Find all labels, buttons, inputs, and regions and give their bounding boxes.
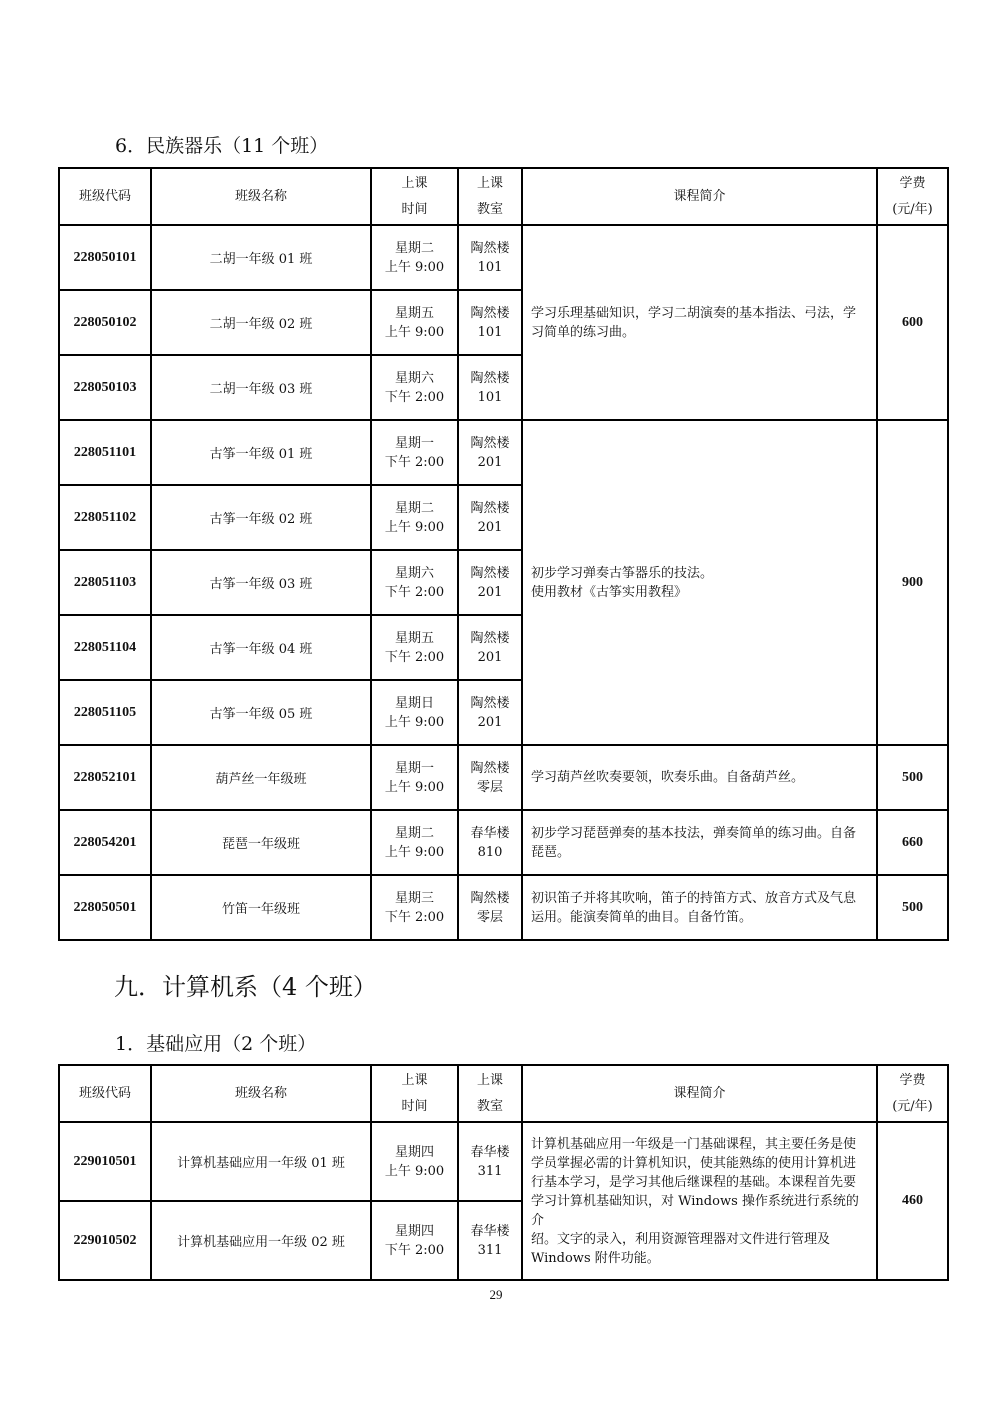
department-heading: 九．计算机系（4 个班） xyxy=(114,973,377,1001)
table-header-row xyxy=(59,1065,948,1122)
class-time: 星期二 上午 9:00 xyxy=(371,810,458,875)
tuition-fee: 600 xyxy=(877,225,948,420)
course-description: 初步学习琵琶弹奏的基本技法，弹奏简单的练习曲。自备 琵琶。 xyxy=(522,810,877,875)
class-code: 228051103 xyxy=(59,550,151,615)
class-room: 陶然楼 101 xyxy=(458,225,522,290)
class-name: 古筝一年级 05 班 xyxy=(151,680,371,745)
class-time: 星期三 下午 2:00 xyxy=(371,875,458,940)
header-code: 班级代码 xyxy=(59,168,151,225)
header-time: 上课 时间 xyxy=(371,168,458,225)
header-desc: 课程简介 xyxy=(522,1065,877,1122)
computer-basics-table xyxy=(58,1064,949,1281)
class-room: 陶然楼 201 xyxy=(458,420,522,485)
table-row xyxy=(59,1122,948,1201)
table-row xyxy=(59,875,948,940)
class-name: 二胡一年级 01 班 xyxy=(151,225,371,290)
header-desc: 课程简介 xyxy=(522,168,877,225)
class-code: 228051104 xyxy=(59,615,151,680)
class-name: 古筝一年级 01 班 xyxy=(151,420,371,485)
tuition-fee: 500 xyxy=(877,745,948,810)
class-name: 琵琶一年级班 xyxy=(151,810,371,875)
class-time: 星期五 下午 2:00 xyxy=(371,615,458,680)
class-name: 计算机基础应用一年级 02 班 xyxy=(151,1201,371,1280)
tuition-fee: 500 xyxy=(877,875,948,940)
course-description: 初步学习弹奏古筝器乐的技法。 使用教材《古筝实用教程》 xyxy=(522,420,877,745)
class-time: 星期五 上午 9:00 xyxy=(371,290,458,355)
class-code: 228050102 xyxy=(59,290,151,355)
class-room: 陶然楼 201 xyxy=(458,485,522,550)
class-time: 星期日 上午 9:00 xyxy=(371,680,458,745)
section-heading: 6．民族器乐（11 个班） xyxy=(115,135,329,157)
class-code: 228052101 xyxy=(59,745,151,810)
class-time: 星期六 下午 2:00 xyxy=(371,355,458,420)
class-room: 陶然楼 201 xyxy=(458,680,522,745)
class-name: 古筝一年级 04 班 xyxy=(151,615,371,680)
table-row xyxy=(59,225,948,290)
tuition-fee: 900 xyxy=(877,420,948,745)
class-name: 二胡一年级 02 班 xyxy=(151,290,371,355)
class-room: 陶然楼 零层 xyxy=(458,745,522,810)
class-time: 星期一 下午 2:00 xyxy=(371,420,458,485)
class-name: 竹笛一年级班 xyxy=(151,875,371,940)
class-time: 星期一 上午 9:00 xyxy=(371,745,458,810)
class-room: 陶然楼 零层 xyxy=(458,875,522,940)
class-room: 春华楼 810 xyxy=(458,810,522,875)
class-name: 葫芦丝一年级班 xyxy=(151,745,371,810)
class-code: 228051105 xyxy=(59,680,151,745)
table-row xyxy=(59,420,948,485)
class-code: 228050101 xyxy=(59,225,151,290)
folk-instruments-table xyxy=(58,167,949,941)
header-name: 班级名称 xyxy=(151,168,371,225)
class-code: 229010502 xyxy=(59,1201,151,1280)
class-room: 陶然楼 101 xyxy=(458,355,522,420)
tuition-fee: 660 xyxy=(877,810,948,875)
class-room: 陶然楼 201 xyxy=(458,550,522,615)
class-code: 228054201 xyxy=(59,810,151,875)
class-time: 星期二 上午 9:00 xyxy=(371,225,458,290)
course-description: 计算机基础应用一年级是一门基础课程，其主要任务是使 学员掌握必需的计算机知识，使其能熟练的使用计算机进 行基本学习，是学习其他后继课程的基础。本课程首先要 学习计算机基础知识，对 Windows 操作系统进行系统的介 绍。文字的录入，利用资源管理器对文件进行管理及 Windows 附件功能。 xyxy=(522,1122,877,1280)
class-time: 星期四 上午 9:00 xyxy=(371,1122,458,1201)
header-name: 班级名称 xyxy=(151,1065,371,1122)
class-code: 228050103 xyxy=(59,355,151,420)
class-name: 计算机基础应用一年级 01 班 xyxy=(151,1122,371,1201)
class-name: 古筝一年级 02 班 xyxy=(151,485,371,550)
header-room: 上课 教室 xyxy=(458,168,522,225)
course-description: 初识笛子并将其吹响，笛子的持笛方式、放音方式及气息 运用。能演奏简单的曲目。自备竹笛。 xyxy=(522,875,877,940)
class-code: 229010501 xyxy=(59,1122,151,1201)
header-code: 班级代码 xyxy=(59,1065,151,1122)
class-time: 星期四 下午 2:00 xyxy=(371,1201,458,1280)
header-room: 上课 教室 xyxy=(458,1065,522,1122)
header-time: 上课 时间 xyxy=(371,1065,458,1122)
table-header-row xyxy=(59,168,948,225)
subsection-heading: 1．基础应用（2 个班） xyxy=(115,1033,317,1055)
class-name: 古筝一年级 03 班 xyxy=(151,550,371,615)
tuition-fee: 460 xyxy=(877,1122,948,1280)
class-room: 陶然楼 101 xyxy=(458,290,522,355)
class-room: 春华楼 311 xyxy=(458,1122,522,1201)
class-code: 228051101 xyxy=(59,420,151,485)
table-row xyxy=(59,810,948,875)
page-number: 29 xyxy=(489,1287,503,1302)
class-name: 二胡一年级 03 班 xyxy=(151,355,371,420)
class-room: 陶然楼 201 xyxy=(458,615,522,680)
header-fee: 学费 (元/年) xyxy=(877,168,948,225)
table-row xyxy=(59,745,948,810)
course-description: 学习葫芦丝吹奏要领，吹奏乐曲。自备葫芦丝。 xyxy=(522,745,877,810)
class-code: 228050501 xyxy=(59,875,151,940)
class-time: 星期六 下午 2:00 xyxy=(371,550,458,615)
class-code: 228051102 xyxy=(59,485,151,550)
class-time: 星期二 上午 9:00 xyxy=(371,485,458,550)
class-room: 春华楼 311 xyxy=(458,1201,522,1280)
header-fee: 学费 (元/年) xyxy=(877,1065,948,1122)
course-description: 学习乐理基础知识，学习二胡演奏的基本指法、弓法，学 习简单的练习曲。 xyxy=(522,225,877,420)
